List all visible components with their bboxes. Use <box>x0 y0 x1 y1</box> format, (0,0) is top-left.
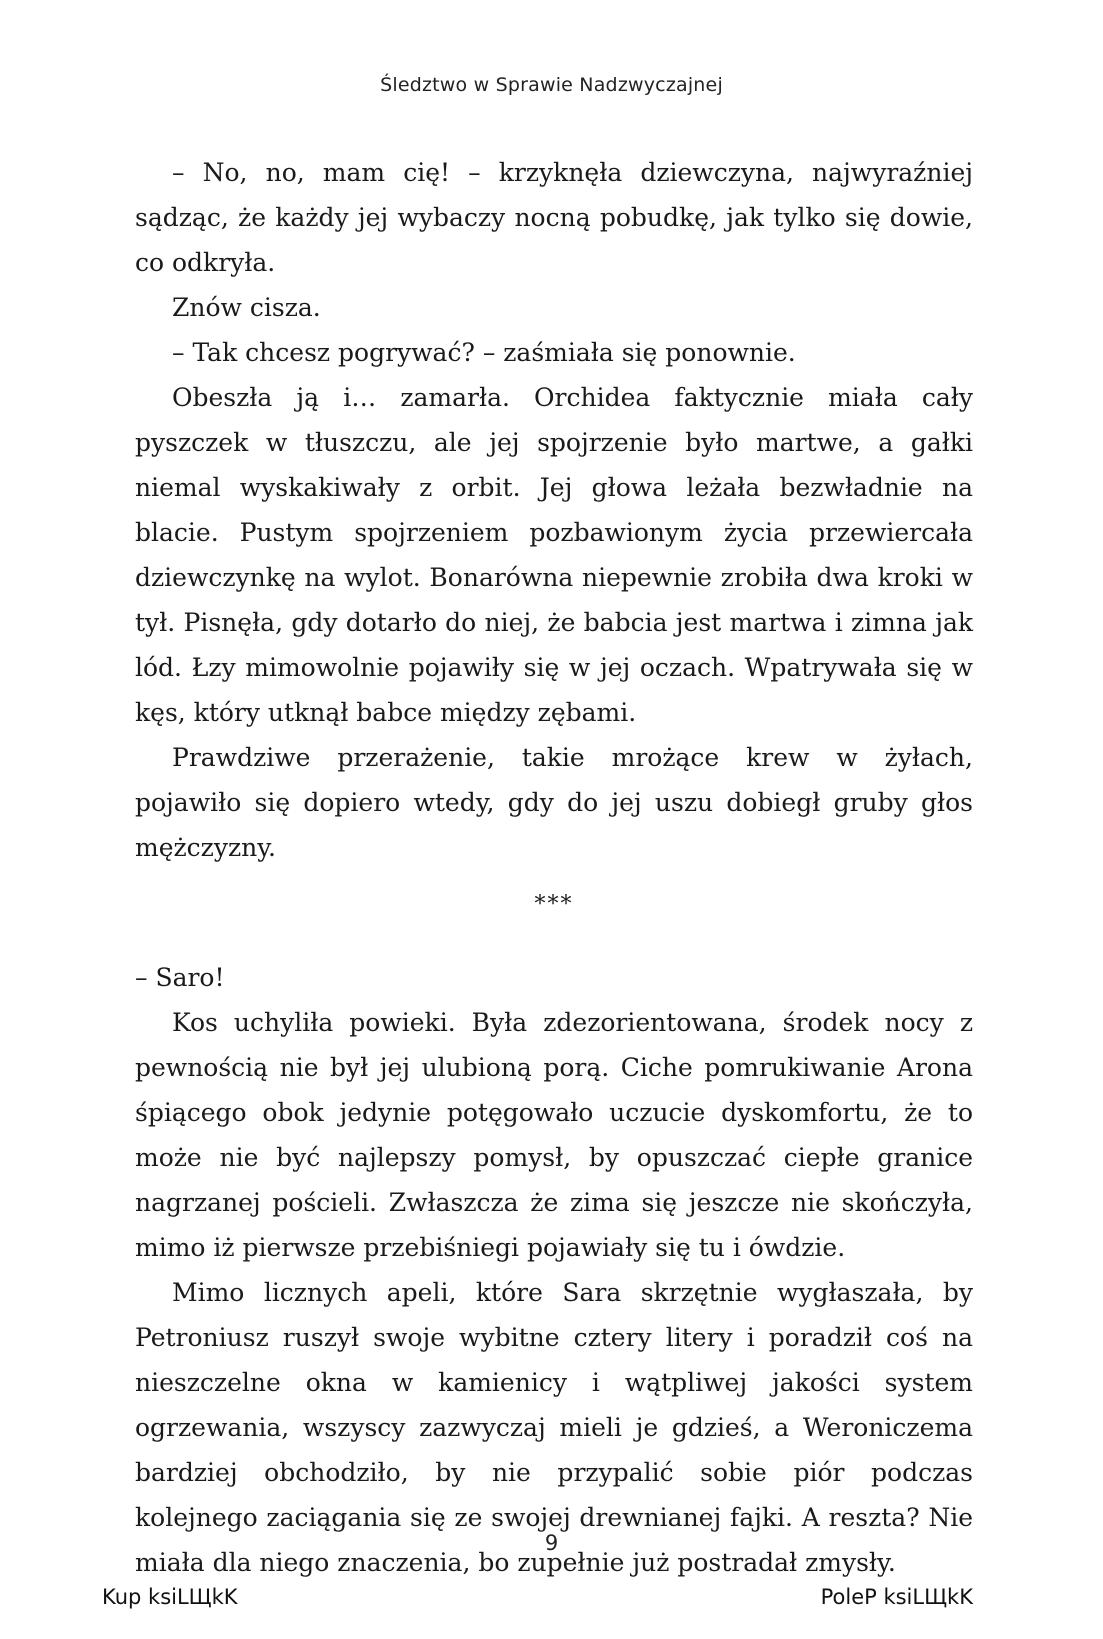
paragraph: Mimo licznych apeli, które Sara skrzętnie wygłaszała, by Petroniusz ruszył swoje wybitne cztery litery i poradził coś na nieszczelne okna w kamienicy i wątpliwej jakości system ogrzewania, wszyscy zazwyczaj mieli je gdzieś, a Weroniczema bardziej obchodziło, by nie przypalić sobie piór podczas kolejnego zaciągania się ze swojej drewnianej fajki. A reszta? Nie miała dla niego znaczenia, bo zupełnie już postradał zmysły. <box>135 1278 973 1577</box>
paragraph: – No, no, mam cię! – krzyknęła dziewczyna, najwyraźniej sądząc, że każdy jej wybaczy nocną pobudkę, jak tylko się dowie, co odkryła. <box>135 158 973 277</box>
page-number: 9 <box>544 1531 559 1555</box>
chapter-text <box>135 150 973 1585</box>
paragraph: – Saro! <box>135 963 225 992</box>
running-head: Śledztwo w Sprawie Nadzwyczajnej <box>380 74 723 96</box>
buy-book-link[interactable]: Kup ksiLЩkK <box>102 1585 238 1609</box>
scene-break: *** <box>534 892 574 917</box>
paragraph: – Tak chcesz pogrywać? – zaśmiała się ponownie. <box>172 338 796 367</box>
recommend-book-link[interactable]: PoleP ksiLЩkK <box>820 1585 973 1609</box>
paragraph: Znów cisza. <box>172 293 321 322</box>
paragraph: Obeszła ją i… zamarła. Orchidea faktycznie miała cały pyszczek w tłuszczu, ale jej spojrzenie było martwe, a gałki niemal wyskakiwały z orbit. Jej głowa leżała bezwładnie na blacie. Pustym spojrzeniem pozbawionym życia przewiercała dziewczynkę na wylot. Bonarówna niepewnie zrobiła dwa kroki w tył. Pisnęła, gdy dotarło do niej, że babcia jest martwa i zimna jak lód. Łzy mimowolnie pojawiły się w jej oczach. Wpatrywała się w kęs, który utknął babce między zębami. <box>135 383 973 727</box>
paragraph: Kos uchyliła powieki. Była zdezorientowana, środek nocy z pewnością nie był jej ulubioną porą. Ciche pomrukiwanie Arona śpiącego obok jedynie potęgowało uczucie dyskomfortu, że to może nie być najlepszy pomysł, by opuszczać ciepłe granice nagrzanej pościeli. Zwłaszcza że zima się jeszcze nie skończyła, mimo iż pierwsze przebiśniegi pojawiały się tu i ówdzie. <box>135 1008 973 1262</box>
paragraph: Prawdziwe przerażenie, takie mrożące krew w żyłach, pojawiło się dopiero wtedy, gdy do jej uszu dobiegł gruby głos mężczyzny. <box>135 743 973 862</box>
